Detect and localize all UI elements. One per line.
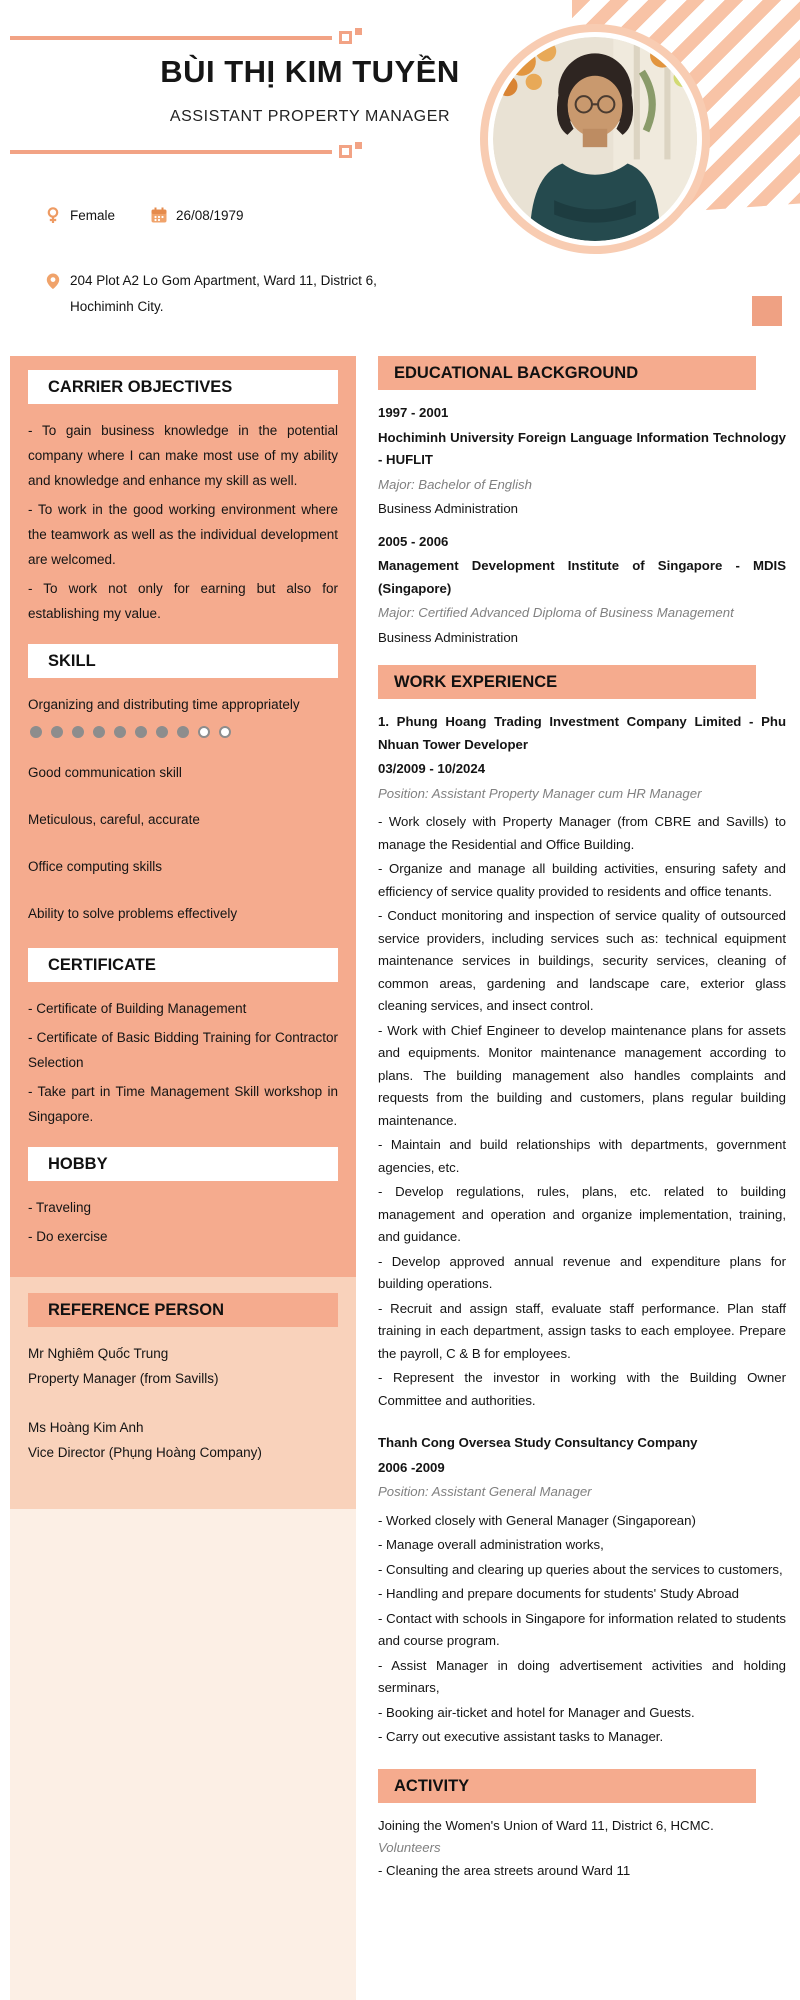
- section-certificate: [28, 948, 338, 1129]
- rating-dot: [135, 726, 147, 738]
- education-note: Business Administration: [378, 629, 519, 645]
- objective-paragraph: - To work not only for earning but also for establishing my value.: [28, 581, 338, 621]
- section-educational-background: [378, 356, 786, 649]
- skill-list: [28, 692, 338, 926]
- skill-label: Good communication skill: [28, 765, 182, 780]
- reference-person: [28, 1341, 338, 1391]
- education-list: [378, 402, 786, 649]
- certificate-item: - Certificate of Basic Bidding Training for Contractor Selection: [28, 1030, 338, 1070]
- job-bullet: - Booking air-ticket and hotel for Manager and Guests.: [378, 1704, 695, 1720]
- address-row: [44, 268, 377, 320]
- certificate-item: - Take part in Time Management Skill workshop in Singapore.: [28, 1084, 338, 1124]
- section-carrier-objectives: [28, 370, 338, 626]
- job-bullet: - Work closely with Property Manager (from CBRE and Savills) to manage the Residential and Office Building.: [378, 814, 786, 852]
- rating-dot: [93, 726, 105, 738]
- skill-item: [28, 807, 338, 832]
- activity-line: Joining the Women's Union of Ward 11, District 6, HCMC.: [378, 1817, 714, 1833]
- square-fill-decoration: [355, 142, 362, 149]
- job-bullet: - Consulting and clearing up queries about the services to customers,: [378, 1561, 783, 1577]
- education-major: Major: Bachelor of English: [378, 476, 532, 492]
- skill-item: [28, 760, 338, 785]
- section-title-educational-background: EDUCATIONAL BACKGROUND: [378, 356, 756, 390]
- job-bullet: - Manage overall administration works,: [378, 1537, 604, 1552]
- section-skill: [28, 644, 338, 926]
- section-title-reference-person: REFERENCE PERSON: [28, 1293, 338, 1327]
- header-line-decoration-top: [10, 36, 332, 40]
- square-outline-decoration: [339, 31, 352, 44]
- portrait-illustration: [493, 37, 697, 241]
- rating-dot: [114, 726, 126, 738]
- address-text: [70, 268, 377, 320]
- job-bullet: - Maintain and build relationships with departments, government agencies, etc.: [378, 1137, 786, 1175]
- calendar-icon: [150, 206, 168, 224]
- job-period: 03/2009 - 10/2024: [378, 761, 486, 776]
- header-line-decoration-bottom: [10, 150, 332, 154]
- skill-item: [28, 692, 338, 738]
- section-title-work-experience: WORK EXPERIENCE: [378, 665, 756, 699]
- skill-item: [28, 901, 338, 926]
- gender-value: Female: [70, 207, 116, 223]
- job-bullet: - Recruit and assign staff, evaluate staff performance. Plan staff training in each department, assign tasks to each employee. Prepare the payroll, C & B for employees.: [378, 1300, 786, 1361]
- hobby-list: [28, 1195, 338, 1249]
- reference-list: [28, 1341, 338, 1465]
- education-school: Hochiminh University Foreign Language Information Technology - HUFLIT: [378, 429, 786, 467]
- rating-dot: [51, 726, 63, 738]
- left-column: [10, 356, 356, 2000]
- job-period: 2006 -2009: [378, 1459, 445, 1475]
- hobby-item: - Traveling: [28, 1200, 92, 1215]
- job-list: [378, 711, 786, 1749]
- certificate-item: - Certificate of Building Management: [28, 1001, 247, 1016]
- section-title-certificate: CERTIFICATE: [28, 948, 338, 982]
- job-bullet: - Develop regulations, rules, plans, etc. related to building management and operation and organize implementation, training, and guidance.: [378, 1184, 786, 1244]
- reference-name: Mr Nghiêm Quốc Trung: [28, 1346, 169, 1361]
- square-fill-decoration: [355, 28, 362, 35]
- activity-line: Volunteers: [378, 1840, 441, 1855]
- education-entry: [378, 531, 786, 650]
- job-bullet: - Represent the investor in working with the Building Owner Committee and authorities.: [378, 1370, 786, 1408]
- right-column: [378, 356, 786, 1882]
- objective-paragraph: - To work in the good working environment where the teamwork as well as the individual development are welcomed.: [28, 502, 338, 567]
- job-position: Position: Assistant Property Manager cum HR Manager: [378, 785, 702, 801]
- section-title-carrier-objectives: CARRIER OBJECTIVES: [28, 370, 338, 404]
- job-company: 1. Phung Hoang Trading Investment Company Limited - Phu Nhuan Tower Developer: [378, 714, 786, 752]
- education-period: 1997 - 2001: [378, 405, 449, 420]
- reference-person: [28, 1415, 338, 1465]
- skill-label: Office computing skills: [28, 859, 163, 874]
- education-note: Business Administration: [378, 501, 519, 516]
- job-company: Thanh Cong Oversea Study Consultancy Company: [378, 1435, 698, 1450]
- profile-photo: [480, 24, 710, 254]
- rating-dot: [30, 726, 42, 738]
- rating-dot: [72, 726, 84, 738]
- skill-label: Ability to solve problems effectively: [28, 906, 238, 921]
- section-title-skill: SKILL: [28, 644, 338, 678]
- job-bullet: - Worked closely with General Manager (Singaporean): [378, 1512, 696, 1528]
- skill-label: Meticulous, careful, accurate: [28, 812, 200, 827]
- location-pin-icon: [44, 272, 62, 290]
- education-school: Management Development Institute of Singapore - MDIS (Singapore): [378, 558, 786, 596]
- job-bullet: - Develop approved annual revenue and expenditure plans for building operations.: [378, 1253, 786, 1291]
- job-entry: [378, 711, 786, 1412]
- address-line-1: 204 Plot A2 Lo Gom Apartment, Ward 11, District 6,: [70, 273, 377, 288]
- education-period: 2005 - 2006: [378, 533, 449, 549]
- job-entry: [378, 1432, 786, 1749]
- objectives-body: [28, 418, 338, 626]
- candidate-name: BÙI THỊ KIM TUYỀN: [160, 54, 460, 89]
- section-reference-person: [10, 1277, 356, 1509]
- job-bullet: - Work with Chief Engineer to develop maintenance plans for assets and equipments. Monitor maintenance management according to plans. The building management also handles complaints and requests from the building and customers, plans regular building maintenance.: [378, 1022, 786, 1128]
- rating-dot: [156, 726, 168, 738]
- skill-rating: [30, 726, 338, 738]
- rating-dot: [198, 726, 210, 738]
- job-bullet: - Conduct monitoring and inspection of service quality of outsourced service providers, including services such as: technical equipment maintenance services in buildings, security services, cleaning of common areas, gardening and landscape care, exterior glass cleaning services, and insect control.: [378, 908, 786, 1013]
- birth-date-row: [150, 206, 244, 224]
- hobby-item: - Do exercise: [28, 1229, 108, 1244]
- rating-dot: [177, 726, 189, 738]
- section-title-hobby: HOBBY: [28, 1147, 338, 1181]
- reference-role: Property Manager (from Savills): [28, 1371, 219, 1386]
- left-column-main-block: [10, 356, 356, 1277]
- job-position: Position: Assistant General Manager: [378, 1484, 592, 1499]
- education-entry: [378, 402, 786, 521]
- certificate-list: [28, 996, 338, 1129]
- job-bullet: - Contact with schools in Singapore for information related to students and course program.: [378, 1610, 786, 1648]
- corner-square-decoration: [752, 296, 782, 326]
- activity-line: - Cleaning the area streets around Ward 11: [378, 1862, 631, 1878]
- rating-dot: [219, 726, 231, 738]
- gender-icon: [44, 206, 62, 224]
- skill-label: Organizing and distributing time appropriately: [28, 697, 300, 712]
- reference-name: Ms Hoàng Kim Anh: [28, 1420, 144, 1435]
- reference-role: Vice Director (Phụng Hoàng Company): [28, 1445, 262, 1460]
- job-bullet: - Carry out executive assistant tasks to Manager.: [378, 1729, 664, 1744]
- address-line-2: Hochiminh City.: [70, 299, 164, 314]
- section-hobby: [28, 1147, 338, 1249]
- education-major: Major: Certified Advanced Diploma of Business Management: [378, 605, 734, 620]
- square-outline-decoration: [339, 145, 352, 158]
- skill-item: [28, 854, 338, 879]
- candidate-title: ASSISTANT PROPERTY MANAGER: [169, 108, 451, 125]
- left-column-tail-strip: [10, 1509, 356, 2000]
- job-bullet: - Handling and prepare documents for students' Study Abroad: [378, 1586, 740, 1601]
- birth-date-value: 26/08/1979: [176, 207, 244, 223]
- objective-paragraph: - To gain business knowledge in the potential company where I can make most use of my ability and knowledge and enhance my skill as well.: [28, 423, 338, 488]
- job-bullet: - Organize and manage all building activities, ensuring safety and efficiency of service quality provided to residents and office tenants.: [378, 861, 786, 899]
- section-activity: [378, 1769, 786, 1883]
- section-work-experience: [378, 665, 786, 1749]
- job-bullet: - Assist Manager in doing advertisement activities and holding serminars,: [378, 1657, 786, 1695]
- section-title-activity: ACTIVITY: [378, 1769, 756, 1803]
- gender-row: [44, 206, 115, 224]
- activity-body: [378, 1815, 786, 1883]
